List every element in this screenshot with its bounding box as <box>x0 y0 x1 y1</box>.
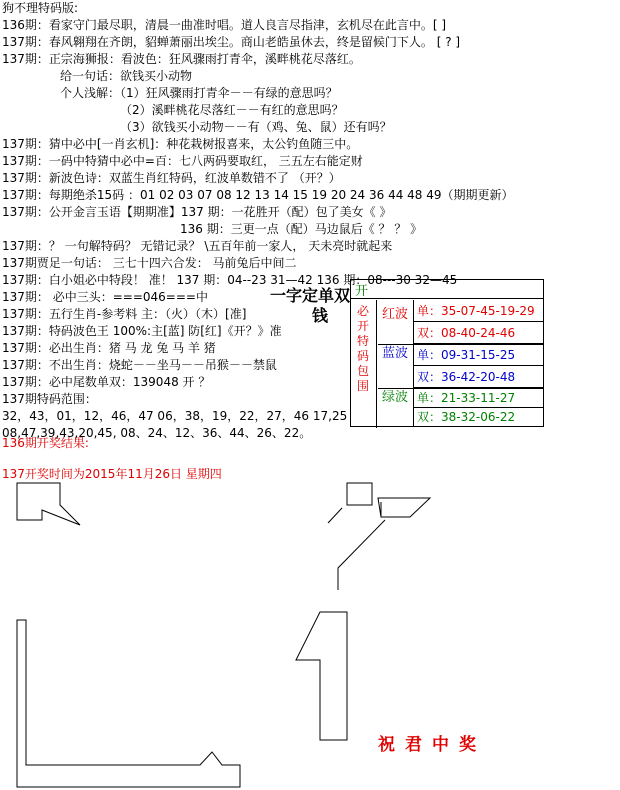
line-three-heads: 137期： 必中三头：===046===中 <box>2 290 208 304</box>
line-five-elements: 137期：五行生肖-参考料 主：（火）（木）[准] <box>2 307 247 321</box>
line-range-title: 137期特码范围： <box>2 392 97 406</box>
diagonal-shape <box>338 520 385 590</box>
table-open-label: 开 <box>351 280 543 299</box>
line-personal-3: （3）欲钱买小动物－－有（鸡、兔、鼠）还有吗？ <box>120 120 392 134</box>
line-kill-15: 137期：每期绝杀15码 ：01 02 03 07 08 12 13 14 15 19 20 24 36 44 48 49（期期更新） <box>2 188 514 202</box>
line-range-2: 08,47,39,43,20,45, 08、24、12、36、44、26、22。 <box>2 426 312 440</box>
result-136-label: 136期开奖结果: <box>2 436 89 450</box>
row-label: 双： <box>417 326 442 340</box>
line-one-sentence: 137期：？ 一句解特码？ 无错记录？ \五百年前一家人， 天未亮时就起来 <box>2 239 393 253</box>
line-bai-xiaojie: 137期：白小姐必中特段！ 准！ 137 期：04--23 31—42 136 期：08---30 32—45 <box>2 273 458 287</box>
page-title: 狗不理特码版: <box>2 1 79 15</box>
row-nums: 38-32-06-22 <box>441 410 516 424</box>
row-nums: 21-33-11-27 <box>441 391 516 405</box>
line-golden-words: 137期：公开金言玉语【期期准】137 期：一花胜开（配）包了美女《 》 <box>2 205 392 219</box>
line-136-midnight: 136 期：三更一点（配）马边鼠后《 ？ ？ 》 <box>180 222 423 236</box>
line-wave-color: 137期：正宗海狮报：看波色：狂风骤雨打青伞，溪畔桃花尽落红。 <box>2 52 361 66</box>
line-personal-2: （2）溪畔桃花尽落红－－有红的意思吗？ <box>120 103 344 117</box>
row-nums: 08-40-24-46 <box>441 326 516 340</box>
line-new-wave: 137期：新波色诗：双蓝生肖红特码，红波单数错不了 （开？） <box>2 171 341 185</box>
row-label: 单： <box>417 304 442 318</box>
draw-time: 137开奖时间为2015年11月26日 星期四 <box>2 467 222 481</box>
line-jiazu: 137期贾足一句话： 三七十四六合发： 马前兔后中间二 <box>2 256 297 270</box>
line-136-riddle: 136期：看家守门最尽职，清晨一曲准时唱。道人良言尽指津，玄机尽在此言中。[ ] <box>2 18 447 32</box>
line-not-zodiac: 137期：不出生肖：烧蛇－－坐马－－吊猴－－禁鼠 <box>2 358 277 372</box>
congrats-text: 祝君中奖 <box>378 735 486 755</box>
arrow-shape-right <box>328 498 430 523</box>
line-tail-numbers: 137期：必中尾数单双：139048 开 ？ <box>2 375 211 389</box>
row-label: 单： <box>417 391 442 405</box>
line-range-1: 32，43，01，12，46，47 06，38，19，22，27，46 17,25 <box>2 409 348 423</box>
single-double-title-2: 钱 <box>312 306 329 325</box>
callout-shape-middle <box>347 483 372 505</box>
callout-shape-left <box>17 483 80 525</box>
row-label: 双： <box>417 370 442 384</box>
row-nums: 36-42-20-48 <box>441 370 516 384</box>
category-red: 红波 <box>382 307 409 322</box>
line-one-phrase: 给一句话：欲钱买小动物 <box>60 69 193 83</box>
row-nums: 09-31-15-25 <box>441 348 516 362</box>
line-137-riddle: 137期：春风翱翔在齐朗，貂蝉萧丽出埃尘。商山老皓虽休去，终是留候门下人。 [ ? ] <box>2 35 461 49</box>
row-label: 单： <box>417 348 442 362</box>
number-one-shape <box>296 612 347 740</box>
side-label-text: 必开特码包围 <box>357 304 370 393</box>
line-one-code: 137期：一码中特猜中必中=百：七八两码要取红， 三五左右能定财 <box>2 154 363 168</box>
line-personal-1: 个人浅解：（1）狂风骤雨打青伞－－有绿的意思吗？ <box>60 86 338 100</box>
row-label: 双： <box>417 410 442 424</box>
category-blue: 蓝波 <box>382 346 409 361</box>
line-must-zodiac: 137期：必出生肖：猪 马 龙 兔 马 羊 猪 <box>2 341 216 355</box>
row-nums: 35-07-45-19-29 <box>441 304 535 318</box>
single-double-title: 一字定单双 <box>270 286 351 305</box>
line-wave-king: 137期：特码波色王 100%:主[蓝] 防[红]《开？》准 <box>2 324 282 338</box>
speech-box-bottom <box>17 620 240 787</box>
category-green: 绿波 <box>382 390 409 405</box>
line-guess-zodiac: 137期：猜中必中[一肖玄机]：种花栽树报喜来，太公钓鱼随三中。 <box>2 137 359 151</box>
